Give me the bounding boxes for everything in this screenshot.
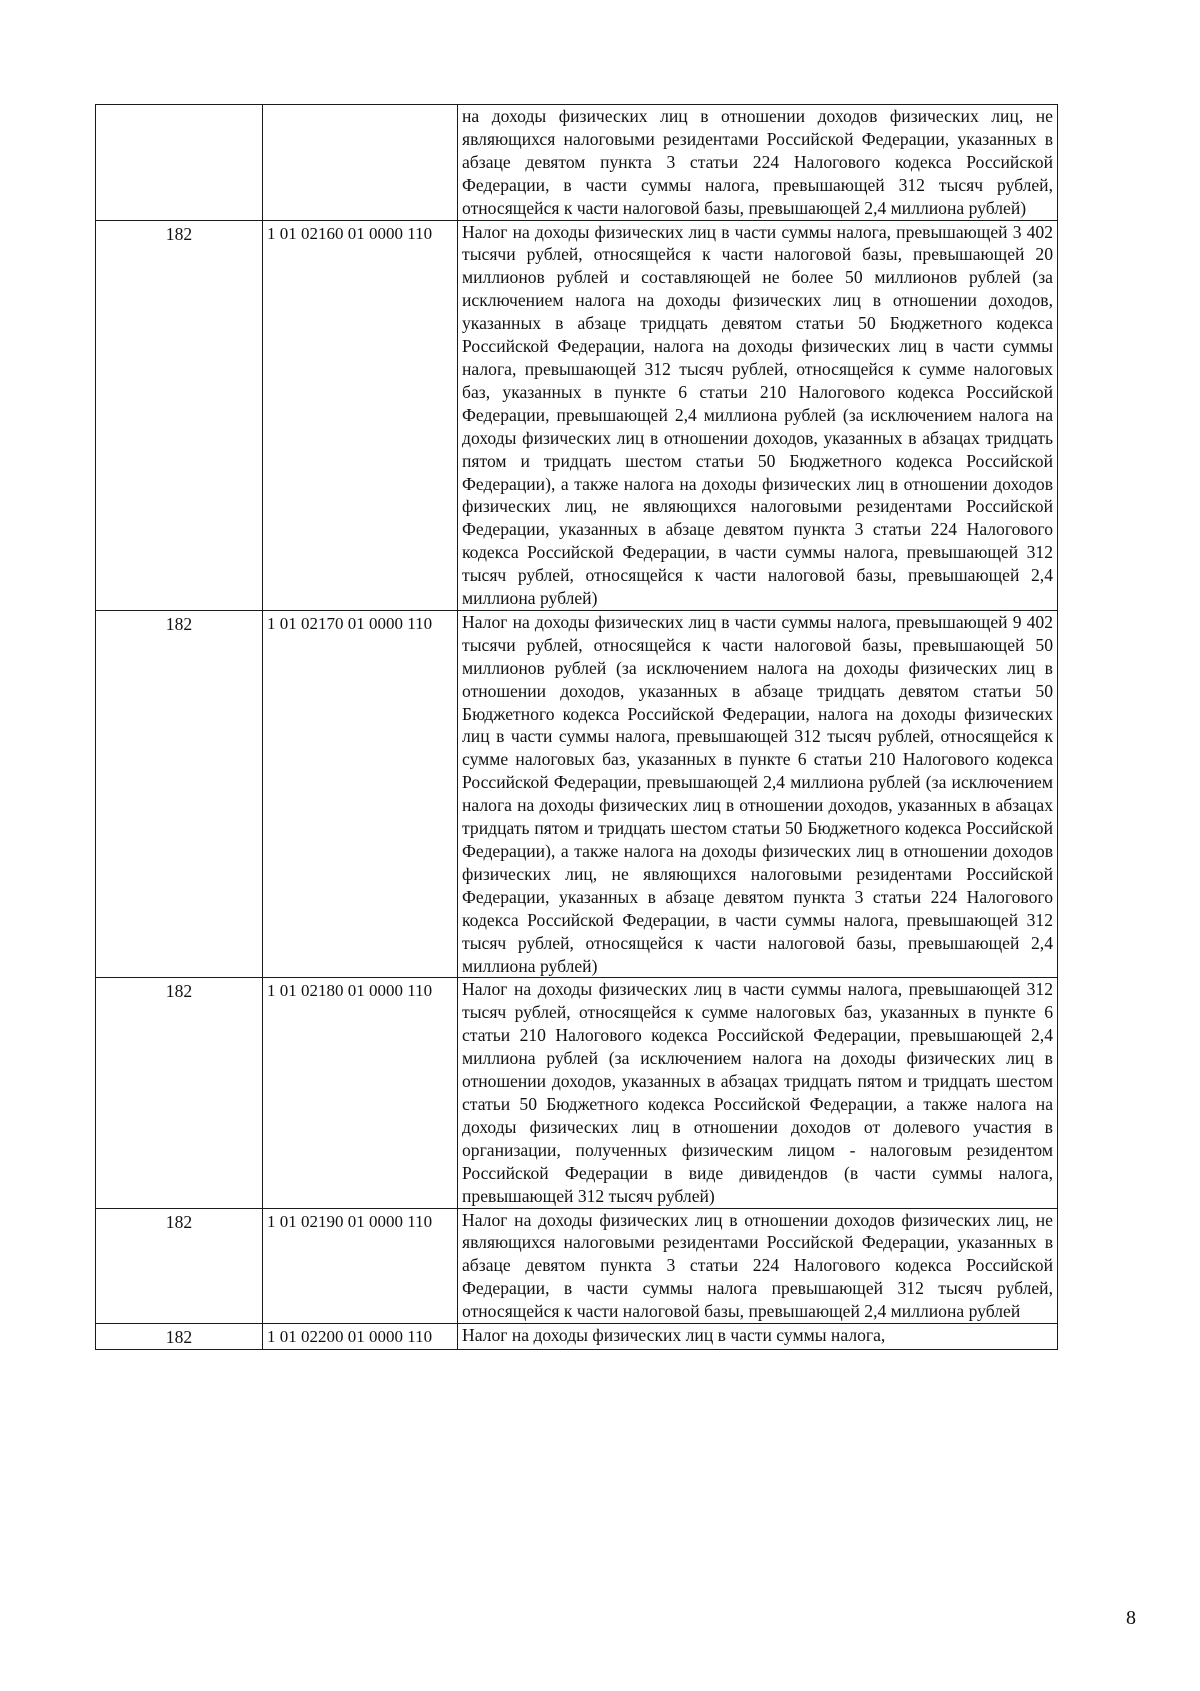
kbk-code-cell: 1 01 02190 01 0000 110 (263, 1208, 458, 1324)
table-row (96, 978, 1058, 1208)
kbk-code-cell: 1 01 02170 01 0000 110 (263, 610, 458, 978)
kbk-code-cell (263, 105, 458, 221)
admin-code-cell (96, 105, 263, 221)
page-number: 8 (1126, 1607, 1136, 1629)
admin-code-cell: 182 (96, 1208, 263, 1324)
kbk-code-cell: 1 01 02200 01 0000 110 (263, 1324, 458, 1350)
description-cell: Налог на доходы физических лиц в части суммы налога, (458, 1324, 1058, 1350)
table-row (96, 220, 1058, 610)
description-cell: Налог на доходы физических лиц в отношении доходов физических лиц, не являющихся налоговыми резидентами Российской Федерации, указанных в абзаце девятом пункта 3 статьи 224 Налогового кодекса Российской Федерации, в части суммы налога превышающей 312 тысяч рублей, относящейся к части налоговой базы, превышающей 2,4 миллиона рублей (458, 1208, 1058, 1324)
description-cell: Налог на доходы физических лиц в части суммы налога, превышающей 312 тысяч рублей, относящейся к сумме налоговых баз, указанных в пункте 6 статьи 210 Налогового кодекса Российской Федерации, превышающей 2,4 миллиона рублей (за исключением налога на доходы физических лиц в отношении доходов, указанных в абзацах тридцать пятом и тридцать шестом статьи 50 Бюджетного кодекса Российской Федерации, а также налога на доходы физических лиц в отношении доходов от долевого участия в организации, полученных физическим лицом - налоговым резидентом Российской Федерации в виде дивидендов (в части суммы налога, превышающей 312 тысяч рублей) (458, 978, 1058, 1208)
kbk-code-cell: 1 01 02180 01 0000 110 (263, 978, 458, 1208)
description-cell: на доходы физических лиц в отношении доходов физических лиц, не являющихся налоговыми резидентами Российской Федерации, указанных в абзаце девятом пункта 3 статьи 224 Налогового кодекса Российской Федерации, в части суммы налога, превышающей 312 тысяч рублей, относящейся к части налоговой базы, превышающей 2,4 миллиона рублей) (458, 105, 1058, 221)
admin-code-cell: 182 (96, 610, 263, 978)
budget-classification-table (95, 104, 1058, 1350)
admin-code-cell: 182 (96, 978, 263, 1208)
admin-code-cell: 182 (96, 1324, 263, 1350)
table-row (96, 1208, 1058, 1324)
table-row (96, 105, 1058, 221)
table-row (96, 610, 1058, 978)
kbk-code-cell: 1 01 02160 01 0000 110 (263, 220, 458, 610)
admin-code-cell: 182 (96, 220, 263, 610)
table-row (96, 1324, 1058, 1350)
description-cell: Налог на доходы физических лиц в части суммы налога, превышающей 9 402 тысячи рублей, относящейся к части налоговой базы, превышающей 50 миллионов рублей (за исключением налога на доходы физических лиц в отношении доходов, указанных в абзаце тридцать девятом статьи 50 Бюджетного кодекса Российской Федерации, налога на доходы физических лиц в части суммы налога, превышающей 312 тысяч рублей, относящейся к сумме налоговых баз, указанных в пункте 6 статьи 210 Налогового кодекса Российской Федерации, превышающей 2,4 миллиона рублей (за исключением налога на доходы физических лиц в отношении доходов, указанных в абзацах тридцать пятом и тридцать шестом статьи 50 Бюджетного кодекса Российской Федерации), а также налога на доходы физических лиц в отношении доходов физических лиц, не являющихся налоговыми резидентами Российской Федерации, указанных в абзаце девятом пункта 3 статьи 224 Налогового кодекса Российской Федерации, в части суммы налога, превышающей 312 тысяч рублей, относящейся к части налоговой базы, превышающей 2,4 миллиона рублей) (458, 610, 1058, 978)
description-cell: Налог на доходы физических лиц в части суммы налога, превышающей 3 402 тысячи рублей, относящейся к части налоговой базы, превышающей 20 миллионов рублей и составляющей не более 50 миллионов рублей (за исключением налога на доходы физических лиц в отношении доходов, указанных в абзаце тридцать девятом статьи 50 Бюджетного кодекса Российской Федерации, налога на доходы физических лиц в части суммы налога, превышающей 312 тысяч рублей, относящейся к сумме налоговых баз, указанных в пункте 6 статьи 210 Налогового кодекса Российской Федерации, превышающей 2,4 миллиона рублей (за исключением налога на доходы физических лиц в отношении доходов, указанных в абзацах тридцать пятом и тридцать шестом статьи 50 Бюджетного кодекса Российской Федерации), а также налога на доходы физических лиц в отношении доходов физических лиц, не являющихся налоговыми резидентами Российской Федерации, указанных в абзаце девятом пункта 3 статьи 224 Налогового кодекса Российской Федерации, в части суммы налога, превышающей 312 тысяч рублей, относящейся к части налоговой базы, превышающей 2,4 миллиона рублей) (458, 220, 1058, 610)
